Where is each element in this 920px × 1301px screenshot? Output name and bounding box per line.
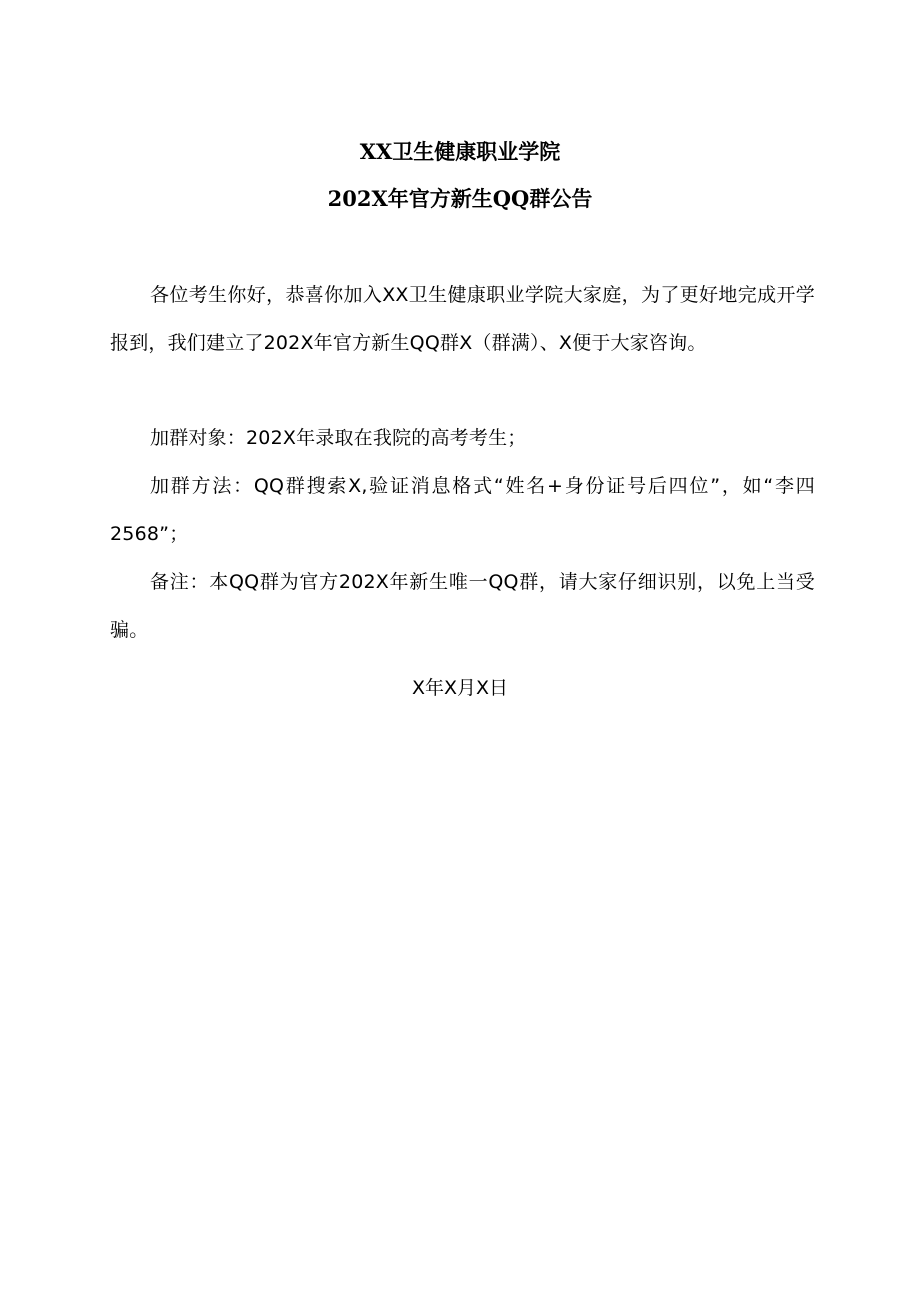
document-date: X年X月X日	[411, 677, 509, 699]
paragraph-join-method: 加群方法：QQ群搜索X,验证消息格式“姓名+身份证号后四位”，如“李四2568”；	[110, 475, 815, 545]
document-title-institution: XX卫生健康职业学院	[359, 139, 561, 164]
document-title-announcement: 202X年官方新生QQ群公告	[327, 186, 593, 211]
paragraph-target-audience: 加群对象：202X年录取在我院的高考考生；	[150, 427, 527, 449]
paragraph-greeting: 各位考生你好，恭喜你加入XX卫生健康职业学院大家庭，为了更好地完成开学报到，我们建立了202X年官方新生QQ群X（群满）、X便于大家咨询。	[110, 284, 815, 354]
paragraph-note: 备注：本QQ群为官方202X年新生唯一QQ群，请大家仔细识别，以免上当受骗。	[110, 571, 815, 641]
